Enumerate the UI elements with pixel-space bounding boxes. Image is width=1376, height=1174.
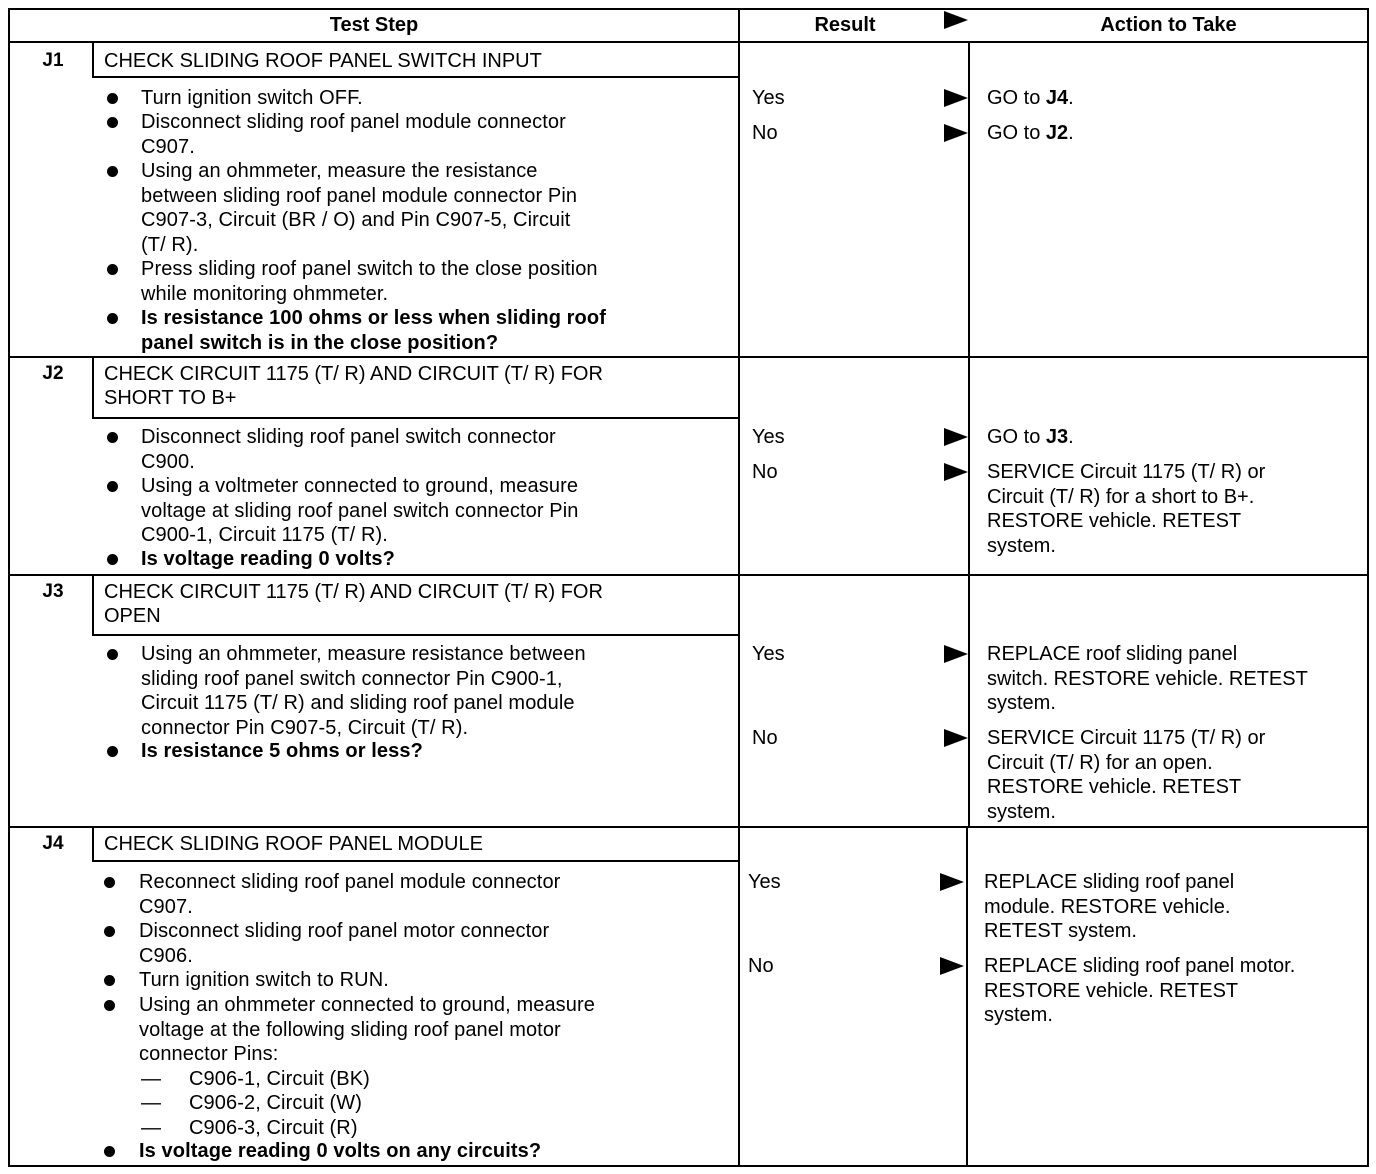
action-segment: SERVICE Circuit 1175 (T/ R) or: [987, 461, 1266, 483]
action-segment: RESTORE vehicle. RETEST: [984, 979, 1239, 1002]
table-border-top: [8, 8, 1369, 10]
action-text: [987, 751, 1213, 776]
step-title: CHECK SLIDING ROOF PANEL MODULE: [104, 833, 483, 855]
step-instruction: C906.: [139, 944, 193, 967]
step-instruction: while monitoring ohmmeter.: [141, 282, 389, 305]
result-arrow-icon: [944, 428, 968, 446]
action-segment: GO to: [987, 122, 1046, 144]
step-instruction: connector Pin C907-5, Circuit (T/ R).: [141, 716, 469, 739]
action-segment: .: [1068, 426, 1074, 448]
action-segment: GO to: [987, 87, 1046, 109]
result-column-rule: [738, 8, 740, 1167]
action-segment: REPLACE roof sliding panel: [987, 643, 1238, 665]
result-yes: Yes: [752, 87, 785, 109]
step-subitem: C906-3, Circuit (R): [189, 1116, 358, 1139]
bullet-icon: [107, 481, 118, 492]
step-subitem: C906-1, Circuit (BK): [189, 1067, 370, 1090]
bullet-icon: [104, 975, 115, 986]
step-title: OPEN: [104, 605, 161, 627]
step-title-rule: [92, 634, 738, 636]
bullet-icon: [107, 166, 118, 177]
table-border-right: [1367, 8, 1369, 1167]
action-text: [987, 509, 1241, 534]
header-rule: [8, 41, 1369, 43]
action-step-ref: J2: [1045, 122, 1069, 144]
action-text: [987, 726, 1265, 751]
action-text: [987, 775, 1241, 800]
step-title-rule: [92, 417, 738, 419]
action-segment: system.: [984, 1004, 1053, 1026]
bullet-icon: [104, 1146, 115, 1157]
bullet-icon: [107, 746, 118, 757]
step-id: J4: [42, 833, 64, 854]
dash-icon: —: [141, 1067, 162, 1090]
step-instruction: C907.: [139, 895, 193, 918]
action-column-rule: [966, 826, 968, 1165]
action-text: [987, 425, 1074, 450]
bullet-icon: [107, 93, 118, 104]
step-instruction: C900.: [141, 450, 195, 473]
action-text: [984, 954, 1295, 979]
step-instruction: C907-3, Circuit (BR / O) and Pin C907-5, Circuit: [141, 209, 571, 231]
step-id: J2: [42, 363, 64, 384]
result-arrow-icon: [944, 124, 968, 142]
step-instruction: Disconnect sliding roof panel motor connector: [139, 920, 550, 942]
action-segment: SERVICE Circuit 1175 (T/ R) or: [987, 727, 1266, 749]
step-question: Is resistance 100 ohms or less when sliding roof: [141, 307, 606, 329]
action-segment: switch. RESTORE vehicle. RETEST: [987, 667, 1308, 690]
result-yes: Yes: [752, 643, 785, 665]
action-text: [984, 919, 1137, 944]
bullet-icon: [104, 926, 115, 937]
step-instruction: C907.: [141, 135, 195, 158]
action-text: [984, 979, 1238, 1004]
step-instruction: connector Pins:: [139, 1043, 279, 1065]
bullet-icon: [104, 1000, 115, 1011]
step-question: panel switch is in the close position?: [141, 331, 499, 354]
table-border-bottom: [8, 1165, 1369, 1167]
header-result: Result: [814, 14, 876, 36]
action-segment: RETEST system.: [984, 920, 1137, 942]
result-no: No: [752, 727, 778, 749]
header-action: Action to Take: [1100, 14, 1237, 36]
result-arrow-icon: [940, 957, 964, 975]
action-segment: system.: [987, 692, 1056, 714]
action-segment: RESTORE vehicle. RETEST: [987, 510, 1242, 532]
step-id: J3: [42, 581, 64, 602]
step-title-rule: [92, 76, 738, 78]
result-arrow-icon: [944, 729, 968, 747]
result-yes: Yes: [748, 871, 781, 893]
action-segment: system.: [987, 534, 1056, 557]
step-instruction: C900-1, Circuit 1175 (T/ R).: [141, 524, 388, 546]
action-text: [987, 642, 1237, 667]
step-instruction: voltage at sliding roof panel switch connector Pin: [141, 499, 579, 522]
action-text: [987, 86, 1074, 111]
action-step-ref: J3: [1045, 426, 1069, 448]
bullet-icon: [107, 432, 118, 443]
step-title: CHECK CIRCUIT 1175 (T/ R) AND CIRCUIT (T/ R) FOR: [104, 363, 603, 385]
header-test-step: Test Step: [329, 14, 419, 36]
action-text: [984, 895, 1230, 920]
action-text: [984, 870, 1234, 895]
step-instruction: Using an ohmmeter, measure resistance between: [141, 643, 586, 665]
step-instruction: Disconnect sliding roof panel module connector: [141, 111, 566, 133]
action-segment: .: [1068, 87, 1074, 109]
step-title: SHORT TO B+: [104, 387, 237, 409]
result-no: No: [752, 122, 778, 144]
step-id: J1: [42, 50, 64, 71]
bullet-icon: [107, 117, 118, 128]
action-segment: Circuit (T/ R) for an open.: [987, 751, 1213, 774]
bullet-icon: [107, 649, 118, 660]
step-divider: [8, 826, 1369, 828]
action-segment: GO to: [987, 426, 1046, 448]
action-segment: REPLACE sliding roof panel: [984, 871, 1235, 893]
bullet-icon: [107, 264, 118, 275]
action-column-rule: [968, 356, 970, 574]
step-instruction: (T/ R).: [141, 233, 199, 256]
step-question: Is voltage reading 0 volts?: [141, 548, 395, 570]
action-segment: .: [1068, 122, 1074, 144]
action-segment: REPLACE sliding roof panel motor.: [984, 955, 1296, 977]
action-text: [987, 667, 1308, 692]
header-arrow-icon: [944, 11, 968, 29]
action-segment: Circuit (T/ R) for a short to B+.: [987, 485, 1255, 508]
step-divider: [8, 574, 1369, 576]
step-instruction: Using a voltmeter connected to ground, measure: [141, 475, 579, 497]
action-text: [987, 121, 1074, 146]
action-text: [987, 800, 1056, 825]
step-instruction: voltage at the following sliding roof panel motor: [139, 1018, 561, 1041]
step-title: CHECK SLIDING ROOF PANEL SWITCH INPUT: [104, 50, 542, 72]
action-text: [987, 534, 1056, 559]
result-arrow-icon: [944, 463, 968, 481]
action-segment: system.: [987, 800, 1056, 823]
step-title: CHECK CIRCUIT 1175 (T/ R) AND CIRCUIT (T/ R) FOR: [104, 581, 603, 603]
action-step-ref: J4: [1045, 87, 1069, 109]
action-text: [987, 691, 1056, 716]
step-instruction: Using an ohmmeter connected to ground, measure: [139, 994, 595, 1016]
result-arrow-icon: [944, 89, 968, 107]
step-instruction: Press sliding roof panel switch to the close position: [141, 258, 598, 280]
step-instruction: Turn ignition switch OFF.: [141, 87, 363, 109]
action-text: [987, 485, 1254, 510]
action-text: [987, 460, 1265, 485]
action-text: [984, 1003, 1053, 1028]
step-instruction: Reconnect sliding roof panel module connector: [139, 871, 561, 893]
step-instruction: between sliding roof panel module connector Pin: [141, 184, 578, 207]
bullet-icon: [107, 554, 118, 565]
step-instruction: sliding roof panel switch connector Pin C900-1,: [141, 667, 563, 690]
step-instruction: Disconnect sliding roof panel switch connector: [141, 426, 556, 448]
result-yes: Yes: [752, 426, 785, 448]
step-instruction: Using an ohmmeter, measure the resistance: [141, 160, 538, 182]
action-segment: module. RESTORE vehicle.: [984, 895, 1231, 918]
result-no: No: [752, 461, 778, 483]
action-column-rule: [968, 43, 970, 356]
bullet-icon: [104, 877, 115, 888]
dash-icon: —: [141, 1092, 162, 1114]
result-arrow-icon: [944, 645, 968, 663]
step-question: Is voltage reading 0 volts on any circuits?: [139, 1140, 542, 1162]
bullet-icon: [107, 313, 118, 324]
step-title-rule: [92, 860, 738, 862]
result-no: No: [748, 955, 774, 977]
result-arrow-icon: [940, 873, 964, 891]
step-question: Is resistance 5 ohms or less?: [141, 740, 423, 762]
step-subitem: C906-2, Circuit (W): [189, 1092, 363, 1114]
step-instruction: Turn ignition switch to RUN.: [139, 969, 389, 991]
action-segment: RESTORE vehicle. RETEST: [987, 776, 1242, 798]
step-divider: [8, 356, 1369, 358]
action-column-rule: [968, 574, 970, 826]
step-instruction: Circuit 1175 (T/ R) and sliding roof panel module: [141, 692, 575, 714]
dash-icon: —: [141, 1116, 162, 1139]
